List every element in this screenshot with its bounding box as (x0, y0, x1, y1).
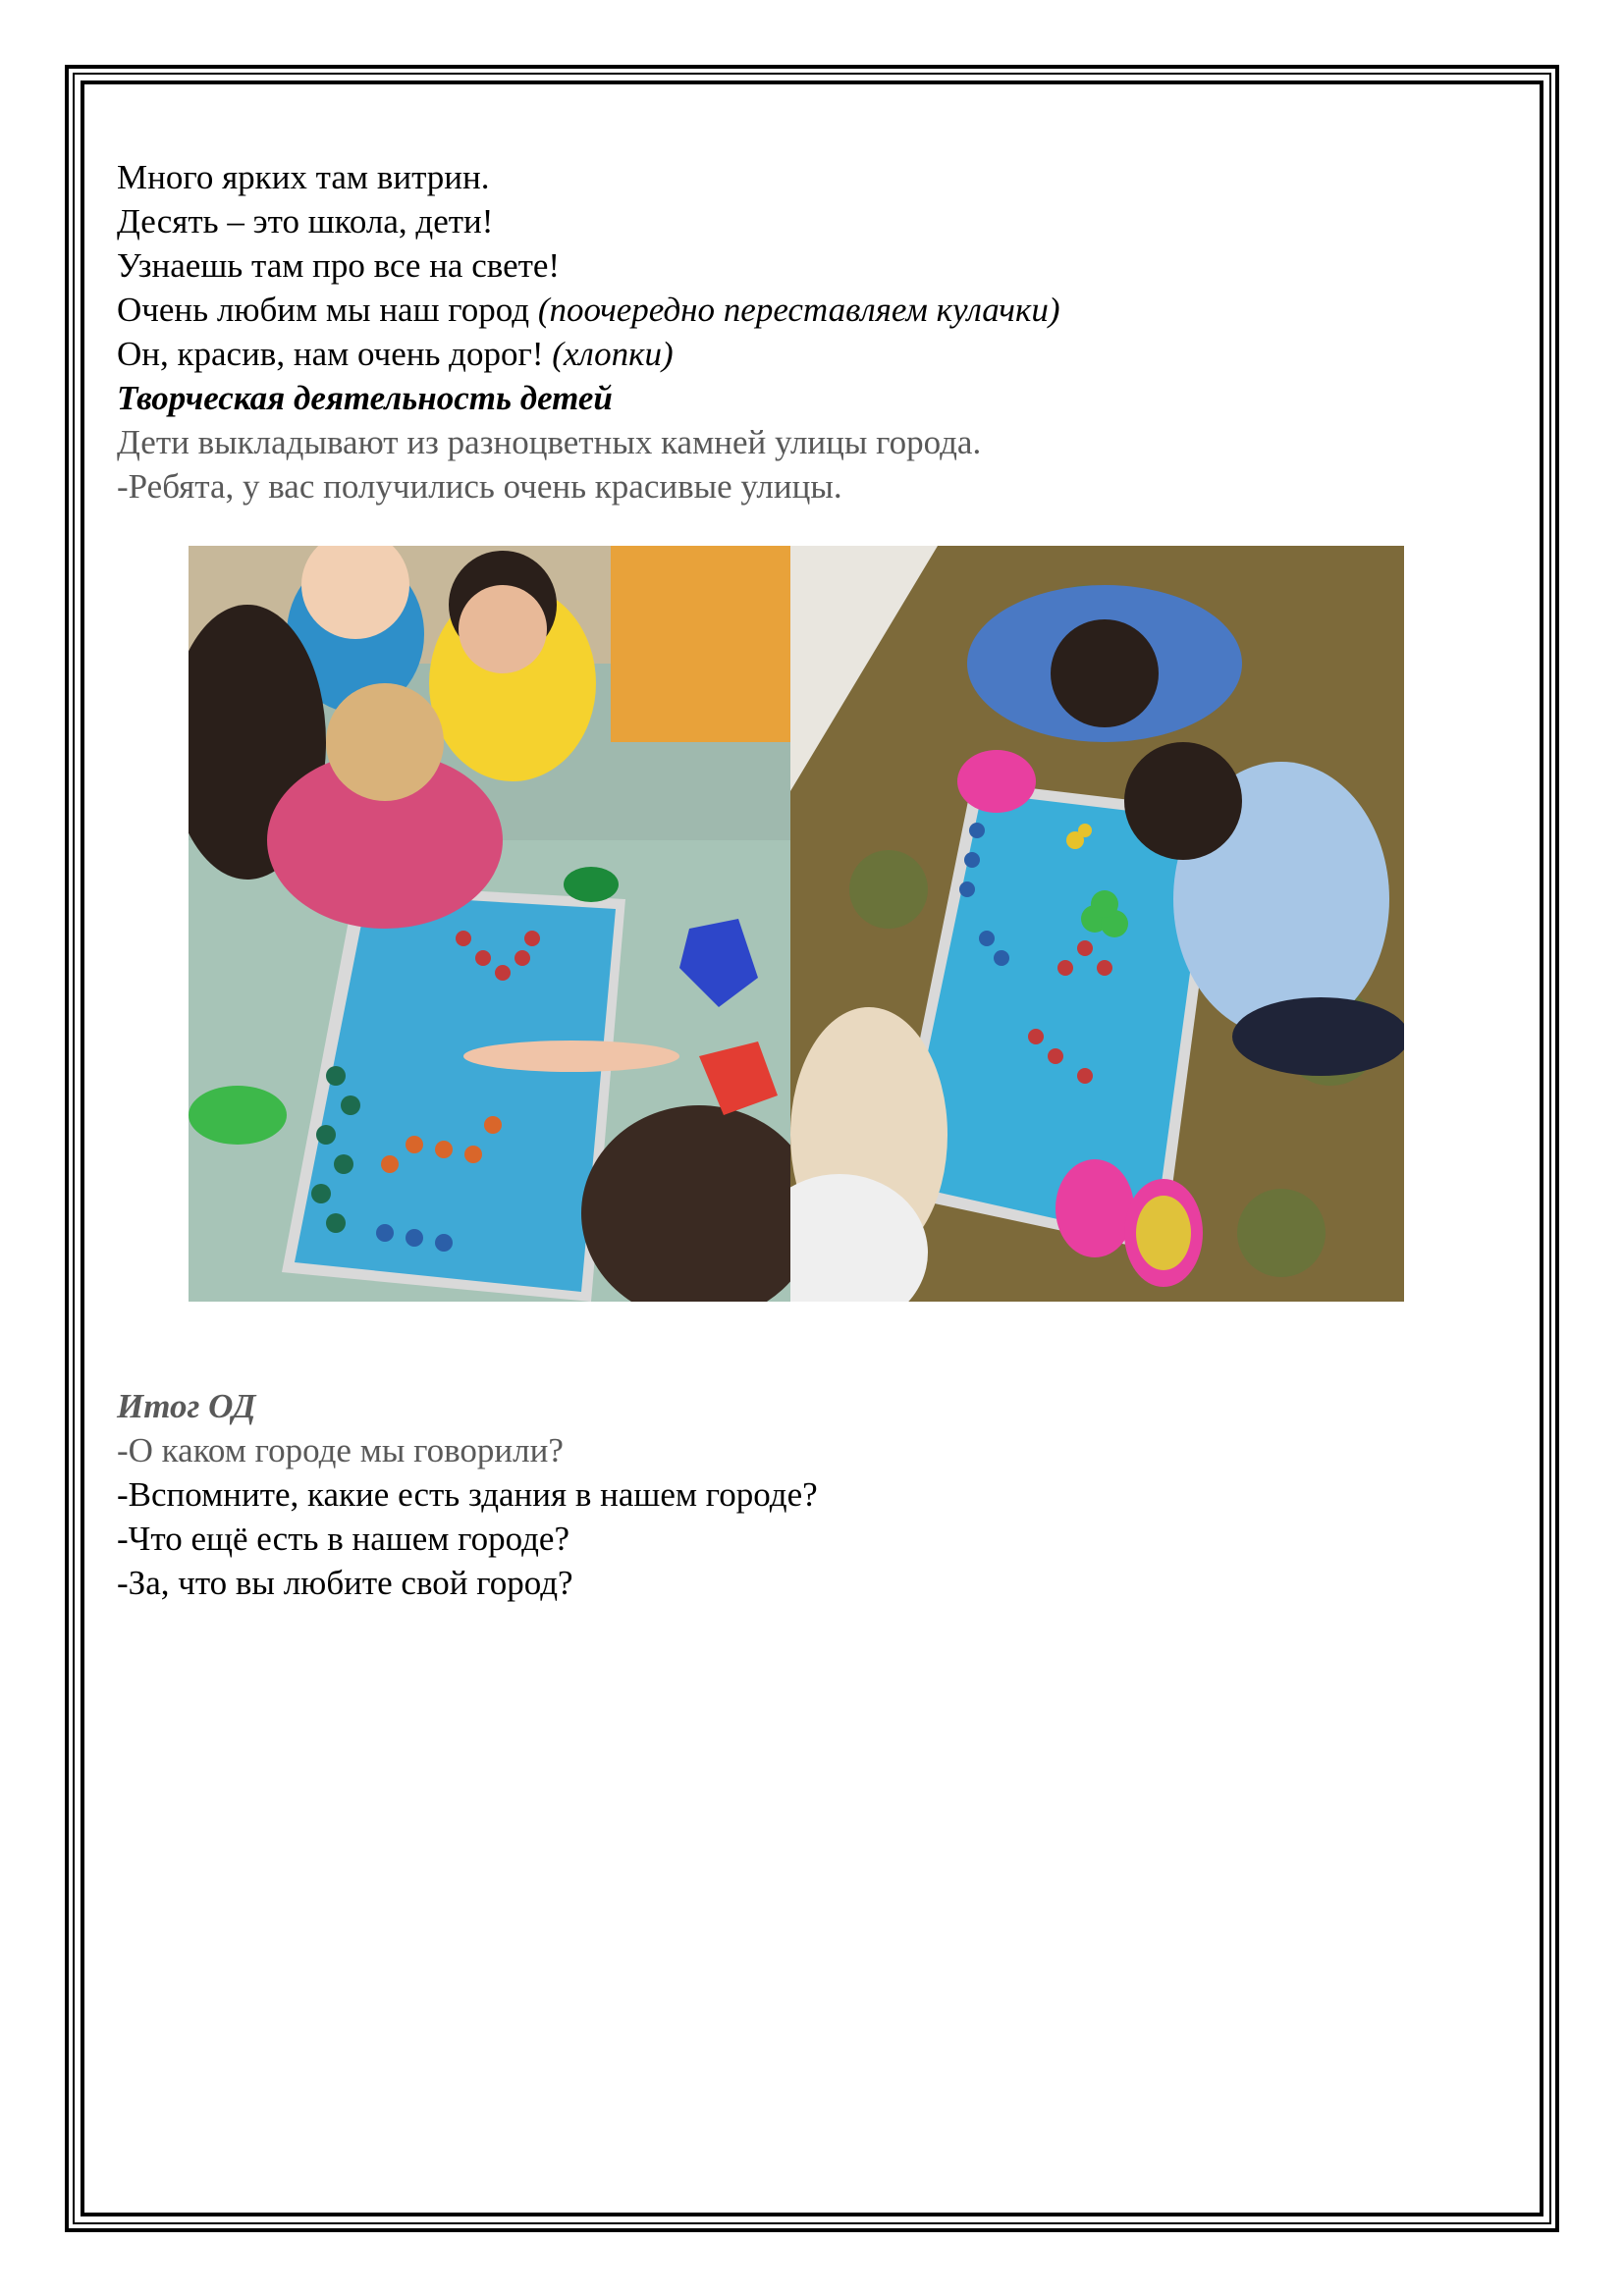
activity-comment: -Ребята, у вас получились очень красивые улицы. (117, 467, 842, 506)
poem-and-activity (117, 155, 1491, 508)
photo-children-on-carpet (790, 546, 1404, 1302)
poem-line-1: Много ярких там витрин. (117, 158, 490, 196)
summary-question-4: -За, что вы любите свой город? (117, 1564, 573, 1602)
activity-heading: Творческая деятельность детей (117, 379, 613, 417)
summary-question-3: -Что ещё есть в нашем городе? (117, 1520, 569, 1558)
poem-line-2: Десять – это школа, дети! (117, 202, 494, 240)
poem-line-4-text: Очень любим мы наш город (117, 291, 538, 329)
poem-line-5-text: Он, красив, нам очень дорог! (117, 335, 553, 373)
summary-heading: Итог ОД (117, 1387, 256, 1425)
summary-question-1: -О каком городе мы говорили? (117, 1431, 564, 1469)
poem-line-4-note: (поочередно переставляем кулачки) (537, 291, 1060, 329)
photo-children-on-carpet-image (790, 546, 1404, 1302)
poem-line-5 (117, 332, 1491, 376)
activity-description: Дети выкладывают из разноцветных камней улицы города. (117, 423, 982, 461)
summary-section (117, 1384, 1491, 1605)
photo-children-at-table-image (189, 546, 790, 1302)
poem-line-5-note: (хлопки) (552, 335, 674, 373)
summary-question-2: -Вспомните, какие есть здания в нашем городе? (117, 1475, 818, 1514)
photo-children-at-table (189, 546, 790, 1302)
poem-line-4 (117, 288, 1491, 332)
poem-line-3: Узнаешь там про все на свете! (117, 246, 561, 285)
